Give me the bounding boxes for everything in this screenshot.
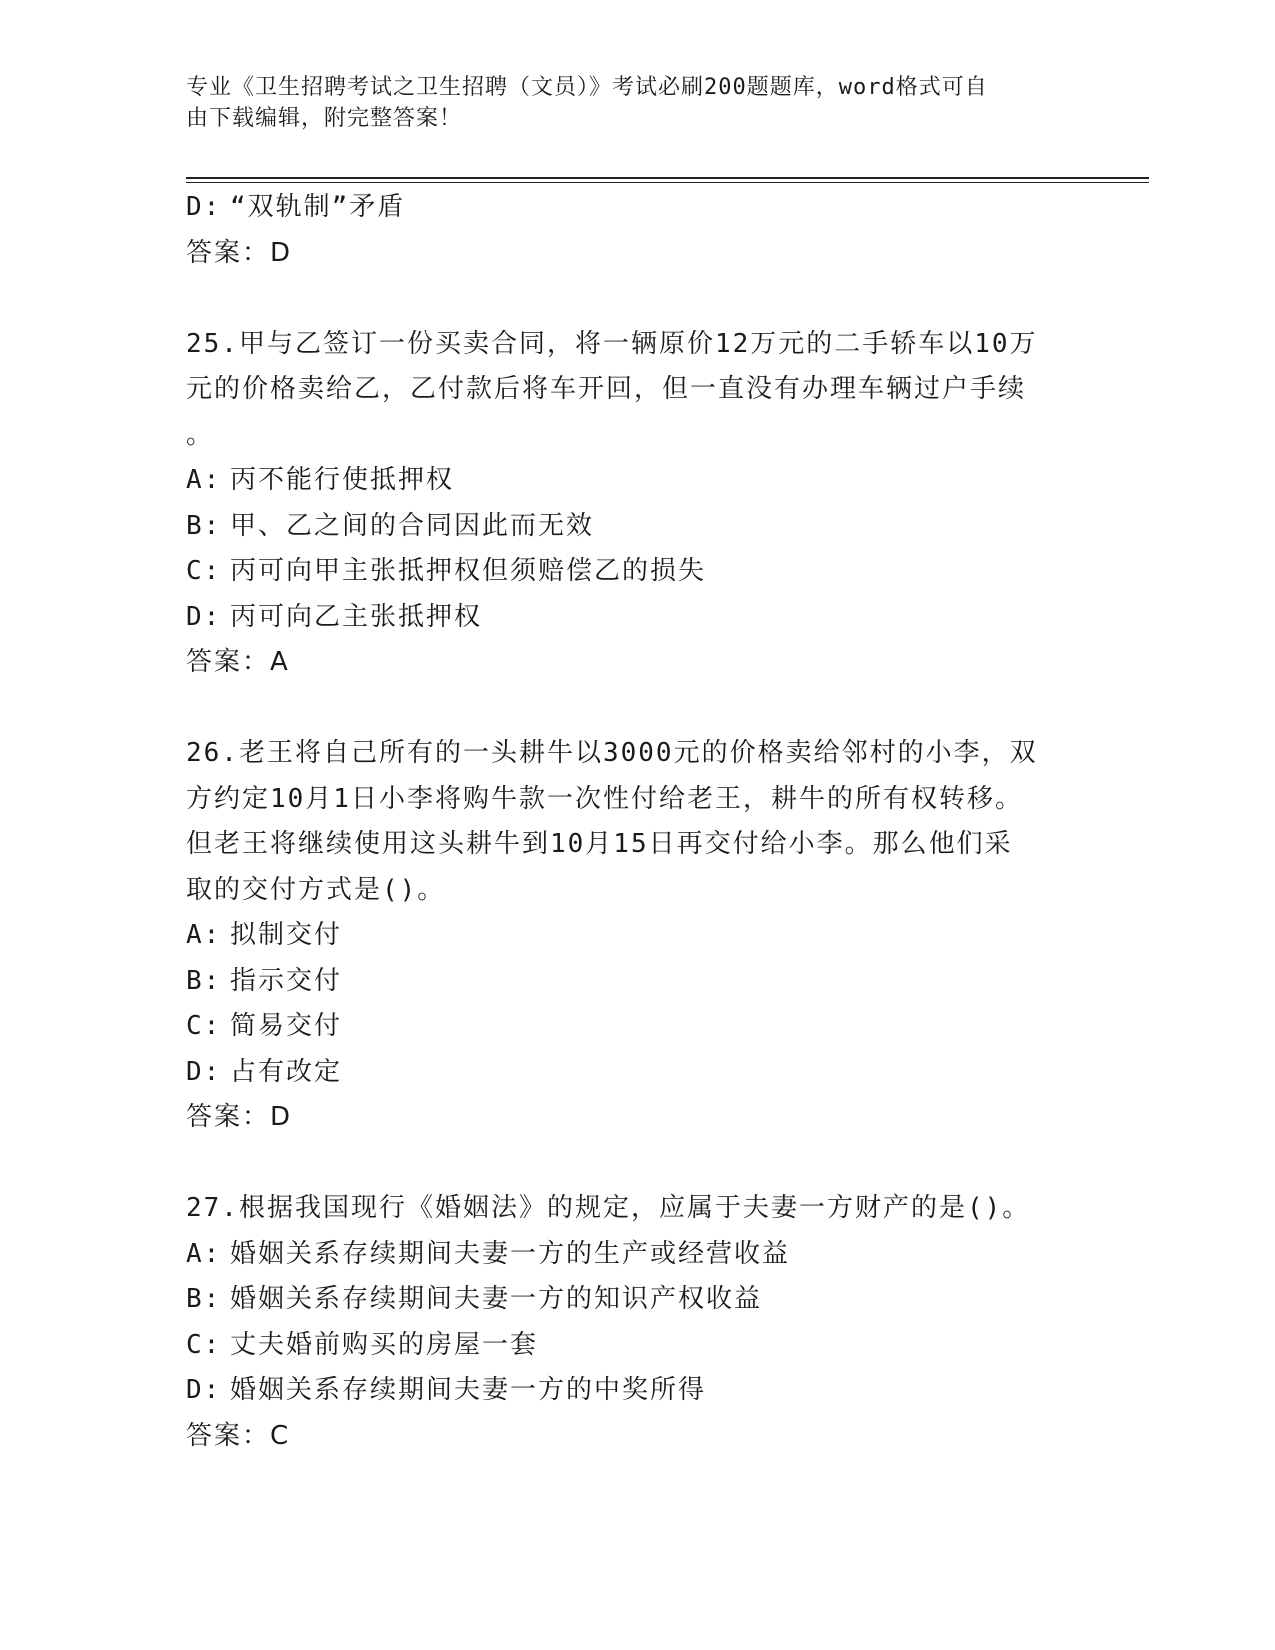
- option-text: 丈夫婚前购买的房屋一套: [230, 1329, 539, 1360]
- option-letter: C:: [186, 1329, 222, 1360]
- header-line-1: 专业《卫生招聘考试之卫生招聘（文员）》考试必刷200题题库，word格式可自: [186, 75, 988, 100]
- question-text-line: 27.根据我国现行《婚姻法》的规定，应属于夫妻一方财产的是()。: [186, 1193, 1031, 1223]
- option-c: [186, 1323, 1066, 1369]
- option-a: [186, 458, 1066, 504]
- question-text-line: 。: [186, 419, 215, 450]
- question-text-line: 取的交付方式是()。: [186, 874, 446, 905]
- option-letter: A:: [186, 920, 222, 950]
- option-text: 甲、乙之间的合同因此而无效: [230, 510, 595, 541]
- option-letter: A:: [186, 1238, 222, 1269]
- question-text-line: 25.甲与乙签订一份买卖合同，将一辆原价12万元的二手轿车以10万: [186, 328, 1038, 359]
- option-letter: D:: [186, 192, 222, 222]
- option-text: 简易交付: [230, 1011, 343, 1041]
- spacer: [186, 276, 1066, 322]
- option-text: 指示交付: [230, 965, 343, 996]
- header-line-2: 由下载编辑，附完整答案！: [186, 106, 463, 131]
- header-divider-thin: [186, 182, 1149, 183]
- option-d: [186, 1368, 1066, 1414]
- answer: 答案：D: [186, 1102, 293, 1132]
- option-letter: B:: [186, 1284, 222, 1314]
- option-text: 丙可向甲主张抵押权但须赔偿乙的损失: [230, 556, 707, 586]
- option-c: [186, 549, 1066, 595]
- question-text-line: 元的价格卖给乙，乙付款后将车开回，但一直没有办理车辆过户手续: [186, 374, 1027, 404]
- option-text: 婚姻关系存续期间夫妻一方的中奖所得: [230, 1375, 707, 1405]
- option-d: [186, 595, 1066, 641]
- prev-option-d: [186, 185, 1066, 231]
- option-b: [186, 1277, 1066, 1323]
- option-text: “双轨制”矛盾: [230, 192, 406, 222]
- page-header: [186, 72, 1066, 134]
- question-content: [186, 185, 1066, 1459]
- question-26: [186, 731, 1066, 1141]
- option-text: 占有改定: [230, 1056, 343, 1087]
- option-letter: C:: [186, 556, 222, 586]
- option-letter: D:: [186, 601, 222, 632]
- question-text-line: 但老王将继续使用这头耕牛到10月15日再交付给小李。那么他们采: [186, 829, 1013, 859]
- header-divider-thick: [186, 177, 1149, 179]
- option-b: [186, 504, 1066, 550]
- option-letter: D:: [186, 1056, 222, 1087]
- answer: 答案：A: [186, 647, 290, 677]
- question-text-line: 方约定10月1日小李将购牛款一次性付给老王，耕牛的所有权转移。: [186, 783, 1023, 814]
- option-d: [186, 1050, 1066, 1096]
- option-c: [186, 1004, 1066, 1050]
- question-27: [186, 1186, 1066, 1459]
- option-letter: B:: [186, 510, 222, 541]
- option-a: [186, 913, 1066, 959]
- option-letter: D:: [186, 1375, 222, 1405]
- option-a: [186, 1232, 1066, 1278]
- option-text: 拟制交付: [230, 920, 343, 950]
- option-letter: B:: [186, 965, 222, 996]
- spacer: [186, 686, 1066, 732]
- option-letter: C:: [186, 1011, 222, 1041]
- option-text: 婚姻关系存续期间夫妻一方的生产或经营收益: [230, 1238, 791, 1269]
- question-text-line: 26.老王将自己所有的一头耕牛以3000元的价格卖给邻村的小李，双: [186, 738, 1038, 768]
- spacer: [186, 1141, 1066, 1187]
- option-letter: A:: [186, 465, 222, 495]
- option-b: [186, 959, 1066, 1005]
- option-text: 丙可向乙主张抵押权: [230, 601, 483, 632]
- answer: 答案：C: [186, 1420, 291, 1451]
- option-text: 婚姻关系存续期间夫妻一方的知识产权收益: [230, 1284, 763, 1314]
- prev-answer: 答案：D: [186, 237, 293, 268]
- question-25: [186, 322, 1066, 686]
- option-text: 丙不能行使抵押权: [230, 465, 455, 495]
